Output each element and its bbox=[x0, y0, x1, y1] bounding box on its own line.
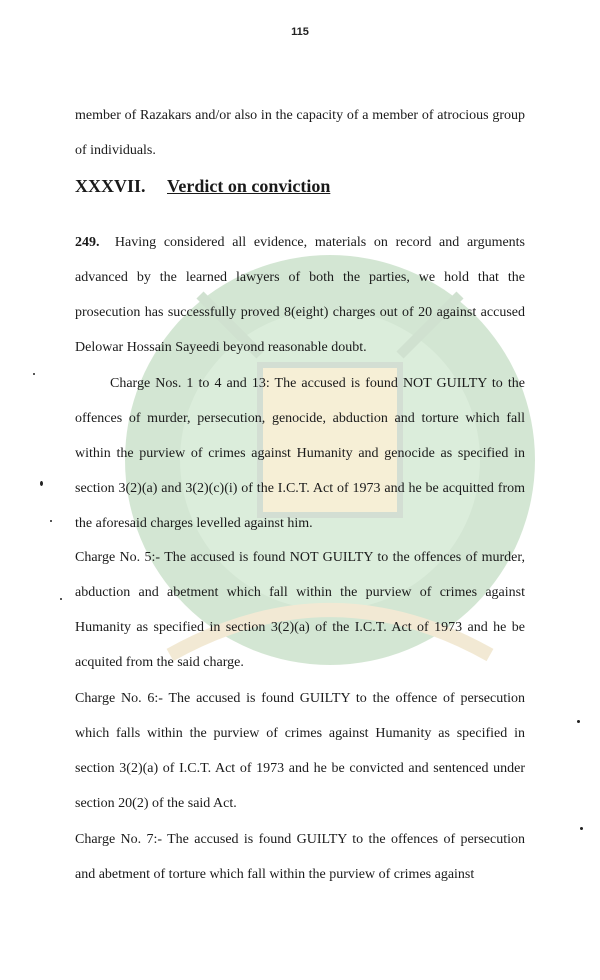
charge-1-4-13: Charge Nos. 1 to 4 and 13: The accused is found NOT GUILTY to the offences of murder, persecution, genocide, abduction and torture which fall within the purview of crimes against Humanity and genocide as specified in section 3(2)(a) and 3(2)(c)(i) of the I.C.T. Act of 1973 and he be acquitted from the aforesaid charges levelled against him. bbox=[75, 376, 525, 531]
paragraph-text: Having considered all evidence, materials on record and arguments advanced by the learned lawyers of both the parties, we hold that the prosecution has successfully proved 8(eight) charges out of 20 against accused Delowar Hossain Sayeedi beyond reasonable doubt. bbox=[75, 235, 526, 355]
heading-title: Verdict on conviction bbox=[167, 176, 331, 196]
paragraph-number: 249. bbox=[75, 235, 100, 250]
page-number: 115 bbox=[291, 26, 309, 38]
top-paragraph: member of Razakars and/or also in the capacity of a member of atrocious group of individuals. bbox=[75, 108, 525, 158]
charge-5: Charge No. 5:- The accused is found NOT GUILTY to the offences of murder, abduction and abetment which fall within the purview of crimes against Humanity as specified in section 3(2)(a) of the I.C.T. Act of 1973 and he be acquited from the said charge. bbox=[75, 550, 525, 670]
charge-6: Charge No. 6:- The accused is found GUILTY to the offence of persecution which falls within the purview of crimes against Humanity as specified in section 3(2)(a) of I.C.T. Act of 1973 and he be convicted and sentenced under section 20(2) of the said Act. bbox=[75, 691, 525, 811]
charge-7: Charge No. 7:- The accused is found GUILTY to the offences of persecution and abetment of torture which fall within the purview of crimes against bbox=[75, 832, 525, 882]
heading-number: XXXVII. bbox=[75, 176, 146, 196]
paragraph-249 bbox=[75, 225, 525, 365]
section-heading bbox=[75, 176, 525, 197]
